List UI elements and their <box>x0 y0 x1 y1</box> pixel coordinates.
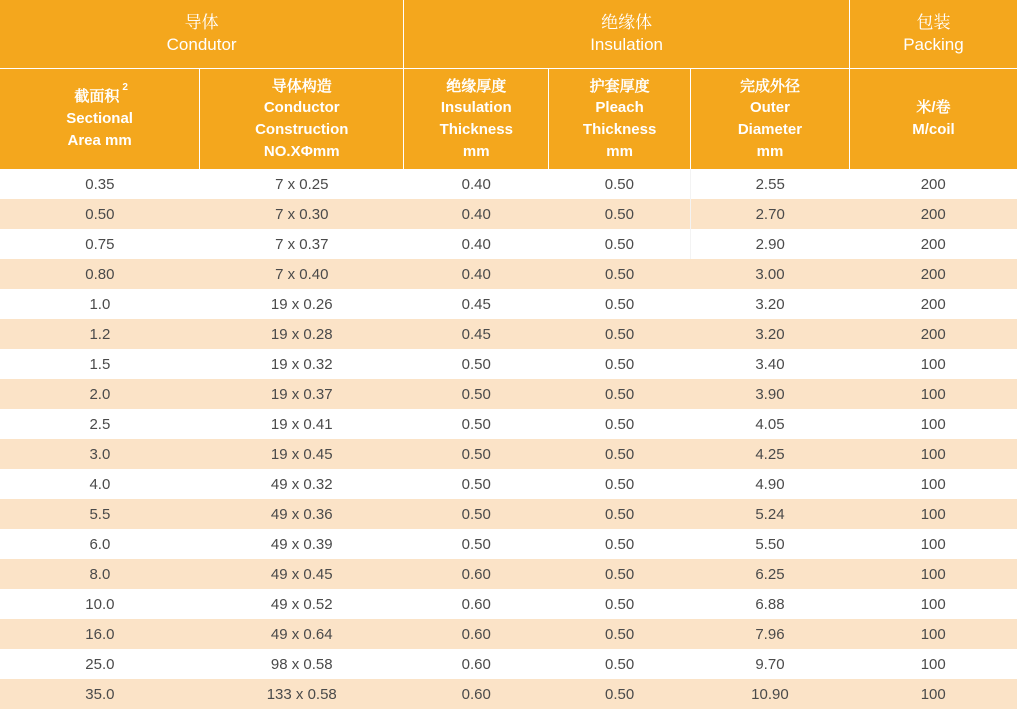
table-cell: 0.75 <box>85 235 115 253</box>
table-cell: 8.0 <box>89 565 111 583</box>
table-cell: 7 x 0.37 <box>275 235 329 253</box>
table-cell: 0.50 <box>461 505 491 523</box>
column-header-sheath-thickness <box>549 69 691 170</box>
column-header-outer-diameter-cn: 完成外径 <box>739 77 800 95</box>
table-cell: 0.50 <box>605 385 635 403</box>
table-cell: 49 x 0.39 <box>270 535 333 553</box>
table-cell: 133 x 0.58 <box>266 685 337 703</box>
table-cell: 0.50 <box>605 355 635 373</box>
table-cell: 100 <box>920 535 946 553</box>
table-cell: 0.50 <box>605 265 635 283</box>
column-header-outer-diameter-en2: Diameter <box>737 121 803 138</box>
table-cell: 100 <box>920 385 946 403</box>
table-cell: 100 <box>920 415 946 433</box>
table-cell: 2.55 <box>755 175 785 193</box>
table-cell: 0.60 <box>461 685 491 703</box>
group-header-insulation <box>404 0 850 69</box>
column-header-conductor-construction-en1: Conductor <box>263 99 340 117</box>
table-cell: 0.50 <box>605 685 635 703</box>
table-row <box>0 379 1017 409</box>
table-cell: 200 <box>920 265 946 283</box>
table-cell: 49 x 0.36 <box>270 505 333 523</box>
column-header-sectional-area-en1: Sectional <box>66 110 133 128</box>
table-cell: 0.60 <box>461 655 491 673</box>
table-cell: 3.00 <box>755 265 785 283</box>
group-header-conductor-en: Condutor <box>166 35 237 54</box>
table-cell: 0.40 <box>461 175 491 193</box>
table-cell: 0.50 <box>85 205 115 223</box>
table-cell: 2.90 <box>755 235 785 253</box>
table-cell: 3.40 <box>755 355 785 373</box>
table-cell: 35.0 <box>85 685 115 703</box>
table-cell: 9.70 <box>755 655 785 673</box>
table-row <box>0 199 1017 229</box>
table-cell: 49 x 0.45 <box>270 565 333 583</box>
group-header-packing-en: Packing <box>903 35 964 54</box>
table-cell: 100 <box>920 505 946 523</box>
table-cell: 0.50 <box>461 445 491 463</box>
column-header-outer-diameter <box>690 69 849 170</box>
table-cell: 19 x 0.37 <box>270 385 333 403</box>
table-cell: 0.35 <box>85 175 115 193</box>
table-cell: 3.90 <box>755 385 785 403</box>
table-cell: 0.50 <box>605 595 635 613</box>
table-cell: 200 <box>920 295 946 313</box>
table-cell: 4.05 <box>755 415 785 433</box>
table-cell: 0.50 <box>605 565 635 583</box>
group-header-conductor-cn: 导体 <box>184 13 219 33</box>
group-header-conductor <box>0 0 404 69</box>
table-cell: 0.40 <box>461 205 491 223</box>
column-header-sheath-thickness-en3: mm <box>606 142 633 160</box>
table-cell: 200 <box>920 235 946 253</box>
table-cell: 7 x 0.25 <box>275 175 329 193</box>
table-cell: 0.60 <box>461 625 491 643</box>
table-row <box>0 619 1017 649</box>
column-header-sheath-thickness-en1: Pleach <box>595 99 644 117</box>
table-cell: 100 <box>920 475 946 493</box>
table-cell: 2.0 <box>89 385 111 403</box>
table-row <box>0 229 1017 259</box>
table-cell: 200 <box>920 205 946 223</box>
column-header-insulation-thickness-cn: 绝缘厚度 <box>446 77 507 95</box>
table-cell: 0.45 <box>461 295 491 313</box>
table-cell: 25.0 <box>85 655 115 673</box>
column-header-sectional-area-en2: Area mm <box>67 131 132 149</box>
column-header-sheath-thickness-cn: 护套厚度 <box>589 77 650 95</box>
table-cell: 3.20 <box>755 325 785 343</box>
table-cell: 0.50 <box>549 229 691 259</box>
table-cell: 0.50 <box>549 169 691 199</box>
table-cell: 0.50 <box>605 415 635 433</box>
table-cell: 0.50 <box>461 475 491 493</box>
table-row <box>0 589 1017 619</box>
column-header-sectional-area <box>0 69 200 170</box>
table-cell: 5.50 <box>755 535 785 553</box>
column-header-packing-length-en1: M/coil <box>912 121 955 138</box>
table-cell: 49 x 0.52 <box>270 595 333 613</box>
table-cell: 2.70 <box>755 205 785 223</box>
table-cell: 19 x 0.28 <box>270 325 333 343</box>
table-cell: 0.50 <box>605 445 635 463</box>
table-cell: 19 x 0.41 <box>270 415 333 433</box>
table-row <box>0 409 1017 439</box>
table-cell: 100 <box>920 625 946 643</box>
group-header-row <box>0 0 1017 69</box>
table-row <box>0 439 1017 469</box>
table-cell: 1.5 <box>89 355 111 373</box>
table-cell: 4.0 <box>89 475 111 493</box>
column-header-outer-diameter-en1: Outer <box>749 99 790 117</box>
table-cell: 0.50 <box>605 625 635 643</box>
column-header-packing-length-cn: 米/卷 <box>916 99 951 117</box>
column-header-insulation-thickness-en2: Thickness <box>439 121 513 138</box>
table-row <box>0 349 1017 379</box>
group-header-packing-cn: 包装 <box>916 13 951 33</box>
column-header-sheath-thickness-en2: Thickness <box>582 121 657 138</box>
table-cell: 100 <box>920 655 946 673</box>
table-cell: 0.60 <box>461 595 491 613</box>
table-row <box>0 289 1017 319</box>
column-header-insulation-thickness-en1: Insulation <box>440 99 512 117</box>
table-cell: 0.50 <box>605 475 635 493</box>
group-header-packing <box>849 0 1017 69</box>
table-cell: 200 <box>920 325 946 343</box>
column-header-row <box>0 69 1017 170</box>
column-header-conductor-construction-cn: 导体构造 <box>271 77 332 95</box>
table-cell: 7 x 0.40 <box>275 265 329 283</box>
column-header-insulation-thickness-en3: mm <box>462 142 490 160</box>
table-cell: 19 x 0.32 <box>270 355 333 373</box>
table-cell: 0.50 <box>461 385 491 403</box>
table-row <box>0 679 1017 709</box>
table-cell: 19 x 0.26 <box>270 295 333 313</box>
table-cell: 4.90 <box>755 475 785 493</box>
table-cell: 0.50 <box>605 505 635 523</box>
table-cell: 100 <box>920 445 946 463</box>
column-header-sectional-area-cn: 截面积$^2$ <box>74 82 128 106</box>
table-cell: 5.24 <box>755 505 785 523</box>
group-header-insulation-en: Insulation <box>590 35 663 54</box>
table-cell: 1.0 <box>89 295 111 313</box>
table-cell: 0.40 <box>461 235 491 253</box>
table-body <box>0 169 1017 709</box>
table-cell: 1.2 <box>89 325 111 343</box>
table-cell: 0.50 <box>461 355 491 373</box>
table-header <box>0 0 1017 169</box>
table-cell: 0.60 <box>461 565 491 583</box>
table-cell: 16.0 <box>85 625 115 643</box>
table-cell: 0.45 <box>461 325 491 343</box>
table-cell: 10.0 <box>85 595 115 613</box>
table-cell: 5.5 <box>89 505 111 523</box>
table-cell: 0.80 <box>85 265 115 283</box>
table-cell: 0.50 <box>549 199 691 229</box>
table-cell: 4.25 <box>755 445 785 463</box>
table-row <box>0 259 1017 289</box>
table-row <box>0 469 1017 499</box>
table-cell: 100 <box>920 595 946 613</box>
column-header-conductor-construction <box>200 69 404 170</box>
group-header-insulation-cn: 绝缘体 <box>601 13 653 33</box>
table-cell: 98 x 0.58 <box>270 655 333 673</box>
column-header-outer-diameter-en3: mm <box>756 142 784 160</box>
table-cell: 0.50 <box>605 295 635 313</box>
table-cell: 2.5 <box>89 415 111 433</box>
table-cell: 7 x 0.30 <box>275 205 329 223</box>
table-cell: 10.90 <box>751 685 789 703</box>
table-row <box>0 169 1017 199</box>
table-cell: 0.50 <box>605 655 635 673</box>
table-cell: 100 <box>920 685 946 703</box>
table-cell: 3.0 <box>89 445 111 463</box>
table-cell: 0.50 <box>605 325 635 343</box>
table-cell: 200 <box>920 175 946 193</box>
table-cell: 0.50 <box>461 535 491 553</box>
table-cell: 0.50 <box>461 415 491 433</box>
table-cell: 0.40 <box>461 265 491 283</box>
column-header-insulation-thickness <box>404 69 549 170</box>
column-header-packing-length <box>849 69 1017 170</box>
table-row <box>0 649 1017 679</box>
column-header-conductor-construction-en3: NO.XΦmm <box>263 142 340 160</box>
table-cell: 6.25 <box>755 565 785 583</box>
table-cell: 100 <box>920 565 946 583</box>
table-cell: 6.88 <box>755 595 785 613</box>
table-cell: 3.20 <box>755 295 785 313</box>
table-cell: 0.50 <box>605 535 635 553</box>
table-cell: 7.96 <box>755 625 785 643</box>
table-cell: 6.0 <box>89 535 111 553</box>
table-cell: 19 x 0.45 <box>270 445 333 463</box>
table-row <box>0 529 1017 559</box>
table-row <box>0 319 1017 349</box>
table-row <box>0 499 1017 529</box>
column-header-conductor-construction-en2: Construction <box>255 121 349 138</box>
table-cell: 49 x 0.32 <box>270 475 333 493</box>
table-cell: 100 <box>920 355 946 373</box>
table-row <box>0 559 1017 589</box>
table-cell: 49 x 0.64 <box>270 625 333 643</box>
